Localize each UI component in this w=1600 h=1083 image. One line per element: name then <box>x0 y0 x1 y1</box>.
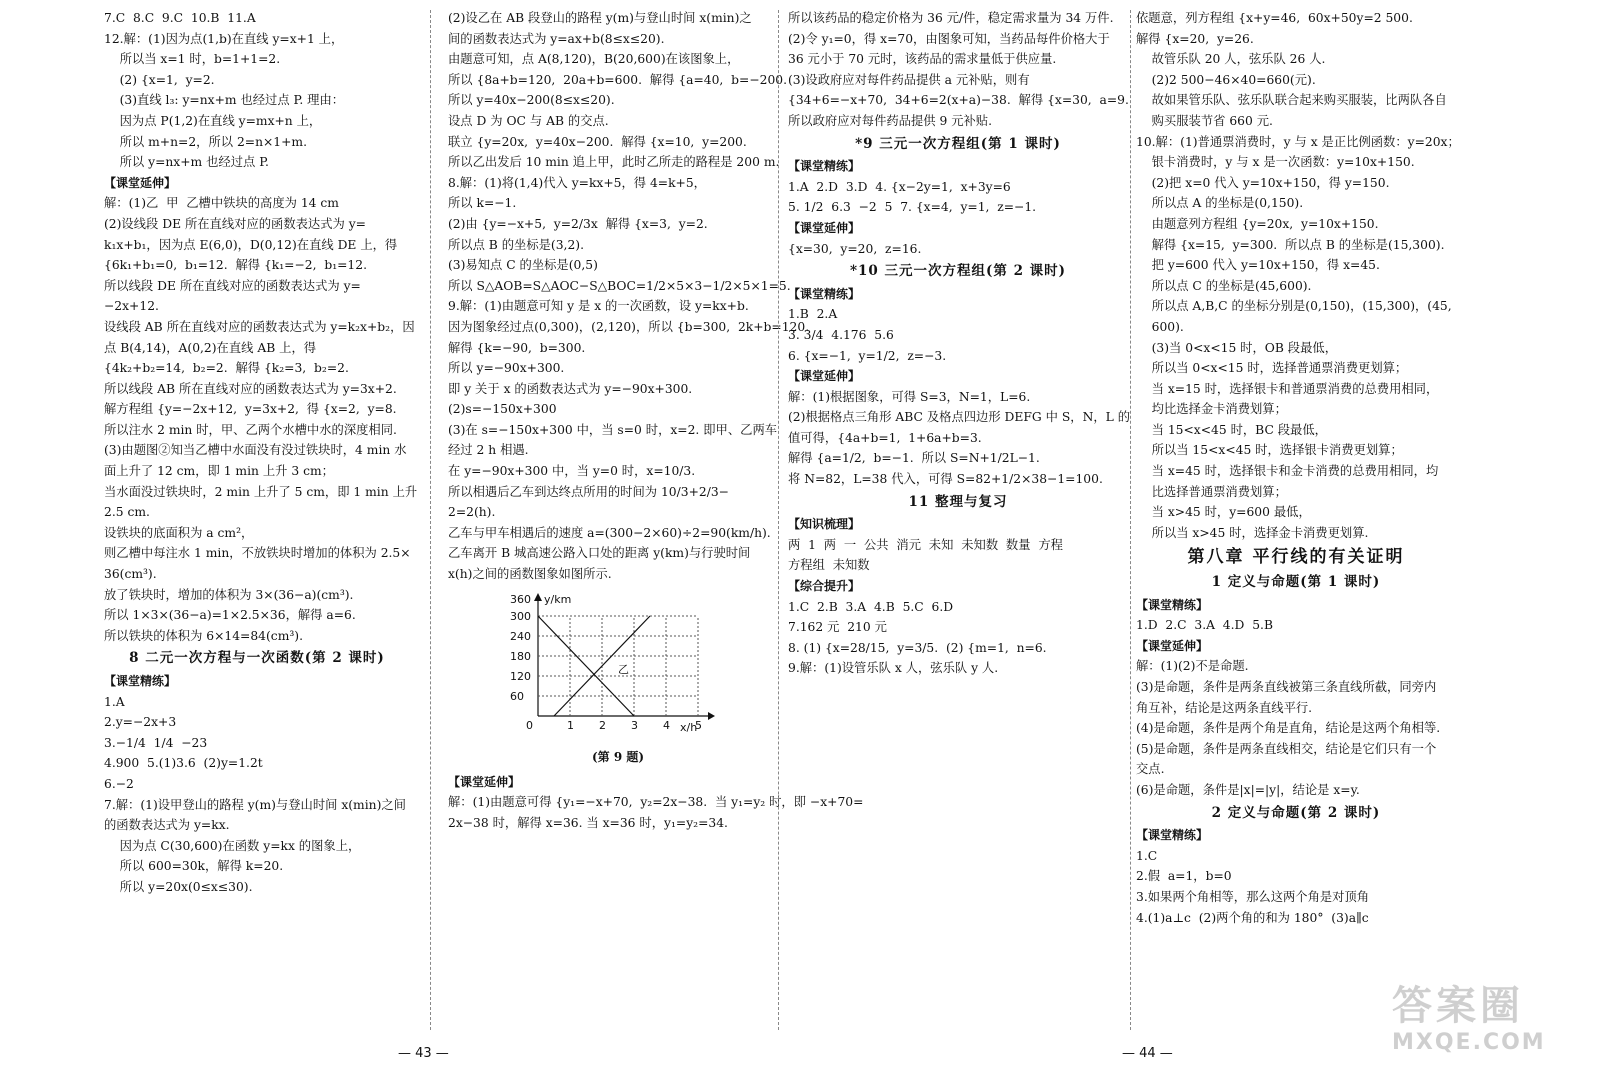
text-line: 当水面没过铁块时，2 min 上升了 5 cm，即 1 min 上升 <box>104 484 418 499</box>
text-line: 所以 m+n=2，所以 2=n×1+m. <box>104 134 307 149</box>
text-line: (2) {x=1, y=2. <box>104 72 215 87</box>
text-line: (3)由题图②知当乙槽中水面没有没过铁块时，4 min 水 <box>104 443 407 458</box>
text-line: (2)根据格点三角形 ABC 及格点四边形 DEFG 中 S，N，L 的 <box>788 410 1131 425</box>
text-line: 3.−1/4 1/4 −23 <box>104 735 208 750</box>
text-line: 所以 y=−90x+300. <box>448 361 565 376</box>
section-heading: *10 三元一次方程组(第 2 课时) <box>849 263 1067 280</box>
text-line: {x=30, y=20, z=16. <box>788 241 922 256</box>
text-line: 所以 {8a+b=120, 20a+b=600. 解得 {a=40, b=−200. <box>448 72 788 87</box>
page-number-right: — 44 — <box>1122 1046 1173 1061</box>
text-line: (3)设政府应对每件药品提供 a 元补贴，则有 <box>788 72 1030 87</box>
block-label: 【课堂延伸】 <box>788 369 861 384</box>
text-line: 所以线段 DE 所在直线对应的函数表达式为 y= <box>104 278 361 293</box>
text-line: 所以铁块的体积为 6×14=84(cm³). <box>104 628 303 643</box>
y-max-label: 360 <box>510 592 531 606</box>
text-line: 因为点 P(1,2)在直线 y=mx+n 上， <box>104 113 322 128</box>
text-line: 9.解：(1)设管乐队 x 人，弦乐队 y 人. <box>788 661 999 676</box>
text-line: 点 B(4,14)，A(0,2)在直线 AB 上，得 <box>104 340 317 355</box>
block-label: 【课堂延伸】 <box>104 175 177 190</box>
y-tick-label: 60 <box>510 689 524 703</box>
text-line: 面上升了 12 cm，即 1 min 上升 3 cm； <box>104 464 334 479</box>
block-label: 【课堂精练】 <box>788 159 861 174</box>
text-line: 所以 k=−1. <box>448 196 517 211</box>
text-line: 12.解：(1)因为点(1,b)在直线 y=x+1 上， <box>104 31 344 46</box>
watermark-text: 答案圈 <box>1392 983 1524 1029</box>
text-line: 8.解：(1)将(1,4)代入 y=kx+5，得 4=k+5， <box>448 175 706 190</box>
text-line: 2.假 a=1，b=0 <box>1136 869 1232 884</box>
text-line: 所以点 C 的坐标是(45,600). <box>1136 278 1312 293</box>
text-line: 设线段 AB 所在直线对应的函数表达式为 y=k₂x+b₂，因 <box>104 319 415 334</box>
section-heading: 11 整理与复习 <box>908 493 1008 510</box>
text-line: 所以相遇后乙车到达终点所用的时间为 10/3+2/3− <box>448 484 729 499</box>
text-line: 当 x>45 时，y=600 最低， <box>1136 505 1311 520</box>
text-line: 故如果管乐队、弦乐队联合起来购买服装，比两队各自 <box>1136 93 1447 108</box>
section-heading: 2 定义与命题(第 2 课时) <box>1211 804 1381 821</box>
text-line: x(h)之间的函数图象如图所示. <box>448 567 612 582</box>
text-line: 所以 600=30k，解得 k=20. <box>104 859 284 874</box>
x-tick-label: 1 <box>567 718 574 732</box>
text-line: 值可得，{4a+b=1, 1+6a+b=3. <box>788 430 982 445</box>
text-line: 1.B 2.A <box>788 307 838 322</box>
text-line: 所以当 x>45 时，选择金卡消费更划算. <box>1136 525 1369 540</box>
text-line: 解得 {x=20, y=26. <box>1136 31 1254 46</box>
text-line: 乙车离开 B 城高速公路入口处的距离 y(km)与行驶时间 <box>448 546 751 561</box>
text-line: 所以点 B 的坐标是(3,2). <box>448 237 584 252</box>
text-line: 经过 2 h 相遇. <box>448 443 529 458</box>
text-line: {34+6=−x+70, 34+6=2(x+a)−38. 解得 {x=30, a=9. <box>788 93 1129 108</box>
section-heading: 8 二元一次方程与一次函数(第 2 课时) <box>129 650 385 667</box>
x-axis-label: x/h <box>680 720 698 734</box>
text-line: (5)是命题，条件是两条直线相交，结论是它们只有一个 <box>1136 741 1437 756</box>
text-line: (3)在 s=−150x+300 中，当 s=0 时，x=2. 即甲、乙两车 <box>448 422 778 437</box>
text-line: 故管乐队 20 人，弦乐队 26 人. <box>1136 52 1326 67</box>
text-line: 1.A 2.D 3.D 4. {x−2y=1, x+3y=6 <box>788 179 1011 194</box>
page-gutter <box>778 10 779 1030</box>
text-line: 4.900 5.(1)3.6 (2)y=1.2t <box>104 756 263 771</box>
text-line: 所以 1×3×(36−a)=1×2.5×36，解得 a=6. <box>104 608 356 623</box>
graph-figure <box>508 591 768 768</box>
text-line: 交点. <box>1136 762 1165 777</box>
figure-caption: (第 9 题) <box>591 750 645 765</box>
text-line: (6)是命题，条件是|x|=|y|，结论是 x=y. <box>1136 782 1360 797</box>
text-line: 9.解：(1)由题意可知 y 是 x 的一次函数，设 y=kx+b. <box>448 299 749 314</box>
text-line: 解：(1)根据图象，可得 S=3，N=1，L=6. <box>788 389 1031 404</box>
text-line: (2)s=−150x+300 <box>448 402 557 417</box>
text-line: 解得 {a=1/2, b=−1. 所以 S=N+1/2L−1. <box>788 451 1040 466</box>
block-label: 【课堂精练】 <box>1136 828 1209 843</box>
y-tick-label: 300 <box>510 609 531 623</box>
y-tick-label: 240 <box>510 629 531 643</box>
text-line: 所以当 0<x<15 时，选择普通票消费更划算； <box>1136 361 1408 376</box>
x-tick-label: 5 <box>695 718 702 732</box>
text-line: (2)2 500−46×40=660(元). <box>1136 72 1316 87</box>
text-line: 5. 1/2 6.3 −2 5 7. {x=4, y=1, z=−1. <box>788 200 1037 215</box>
text-line: 在 y=−90x+300 中，当 y=0 时，x=10/3. <box>448 464 696 479</box>
text-line: 乙车与甲车相遇后的速度 a=(300−2×60)÷2=90(km/h). <box>448 525 771 540</box>
text-line: 600). <box>1136 319 1184 334</box>
text-line: (3)易知点 C 的坐标是(0,5) <box>448 258 598 273</box>
text-line: 角互补，结论是这两条直线平行. <box>1136 700 1313 715</box>
text-line: (2)令 y₁=0，得 x=70，由图象可知，当药品每件价格大于 <box>788 31 1110 46</box>
y-axis-label: y/km <box>544 592 572 606</box>
text-line: 1.A <box>104 694 125 709</box>
origin-label: 0 <box>526 718 533 732</box>
text-line: {4k₂+b₂=14, b₂=2. 解得 {k₂=3, b₂=2. <box>104 361 349 376</box>
chapter-heading: 第八章 平行线的有关证明 <box>1187 547 1405 568</box>
text-line: 把 y=600 代入 y=10x+150，得 x=45. <box>1136 258 1380 273</box>
text-line: 解：(1)(2)不是命题. <box>1136 659 1249 674</box>
text-line: 放了铁块时，增加的体积为 3×(36−a)(cm³). <box>104 587 354 602</box>
text-line: 8. (1) {x=28/15, y=3/5. (2) {m=1, n=6. <box>788 640 1047 655</box>
column-2-bottom <box>448 772 864 834</box>
text-line: (2)由 {y=−x+5, y=2/3x 解得 {x=3, y=2. <box>448 216 708 231</box>
text-line: 1.D 2.C 3.A 4.D 5.B <box>1136 618 1273 633</box>
block-label: 【知识梳理】 <box>788 517 861 532</box>
page-number-left: — 43 — <box>398 1046 449 1061</box>
text-line: 所以 y=40x−200(8≤x≤20). <box>448 93 615 108</box>
text-line: 所以乙出发后 10 min 追上甲，此时乙所走的路程是 200 m. <box>448 155 780 170</box>
text-line: 银卡消费时，y 与 x 是一次函数：y=10x+150. <box>1136 155 1415 170</box>
text-line: 7.162 元 210 元 <box>788 620 887 635</box>
text-line: 两 1 两 一 公共 消元 未知 未知数 数量 方程 <box>788 537 1063 552</box>
block-label: 【课堂精练】 <box>104 674 177 688</box>
text-line: 1.C <box>1136 848 1158 863</box>
watermark-logo <box>1392 982 1582 1074</box>
text-line: 的函数表达式为 y=kx. <box>104 818 230 833</box>
column-1 <box>104 8 418 1038</box>
text-line: (2)把 x=0 代入 y=10x+150，得 y=150. <box>1136 175 1390 190</box>
section-heading: 1 定义与命题(第 1 课时) <box>1211 574 1381 591</box>
text-line: 均比选择金卡消费划算； <box>1136 402 1287 417</box>
text-line: 则乙槽中每注水 1 min，不放铁块时增加的体积为 2.5× <box>104 546 411 561</box>
text-line: 6. {x=−1, y=1/2, z=−3. <box>788 348 947 363</box>
x-tick-label: 3 <box>631 718 638 732</box>
section-heading: *9 三元一次方程组(第 1 课时) <box>855 135 1061 152</box>
column-divider <box>1130 10 1131 1030</box>
text-line: (3)当 0<x<15 时，OB 段最低， <box>1136 340 1337 355</box>
text-line: 间的函数表达式为 y=ax+b(8≤x≤20). <box>448 31 665 46</box>
text-line: 依题意，列方程组 {x+y=46, 60x+50y=2 500. <box>1136 11 1413 25</box>
text-line: 1.C 2.B 3.A 4.B 5.C 6.D <box>788 599 954 614</box>
text-line: 联立 {y=20x, y=40x−200. 解得 {x=10, y=200. <box>448 134 747 149</box>
text-line: 解得 {k=−90, b=300. <box>448 340 586 355</box>
text-line: 解：(1)乙 甲 乙槽中铁块的高度为 14 cm <box>104 196 339 211</box>
text-line: 所以点 A,B,C 的坐标分别是(0,150)，(15,300)，(45, <box>1136 299 1452 314</box>
column-divider <box>430 10 431 1030</box>
text-line: 所以当 15<x<45 时，选择银卡消费更划算； <box>1136 443 1403 458</box>
x-tick-label: 2 <box>599 718 606 732</box>
text-line: 设点 D 为 OC 与 AB 的交点. <box>448 113 609 128</box>
x-tick-label: 4 <box>663 718 670 732</box>
text-line: 将 N=82，L=38 代入，可得 S=82+1/2×38−1=100. <box>788 472 1103 487</box>
distance-time-graph <box>508 591 718 741</box>
text-line: 因为点 C(30,600)在函数 y=kx 的图象上， <box>104 838 361 853</box>
text-line: 36 元小于 70 元时，该药品的需求量低于供应量. <box>788 52 1057 67</box>
block-label: 【课堂延伸】 <box>1136 638 1209 653</box>
text-line: (3)是命题，条件是两条直线被第三条直线所截，同旁内 <box>1136 680 1437 694</box>
text-line: 当 15<x<45 时，BC 段最低， <box>1136 422 1327 437</box>
text-line: 10.解：(1)普通票消费时，y 与 x 是正比例函数：y=20x； <box>1136 134 1460 149</box>
text-line: (2)设线段 DE 所在直线对应的函数表达式为 y= <box>104 216 366 231</box>
text-line: k₁x+b₁，因为点 E(6,0)，D(0,12)在直线 DE 上，得 <box>104 237 398 252</box>
block-label: 【课堂延伸】 <box>448 774 521 789</box>
text-line: 所以 y=20x(0≤x≤30). <box>104 879 253 894</box>
text-line: 所以 y=nx+m 也经过点 P. <box>104 155 269 170</box>
text-line: 购买服装节省 660 元. <box>1136 113 1273 128</box>
text-line: 因为图象经过点(0,300)，(2,120)，所以 {b=300, 2k+b=120. <box>448 319 810 334</box>
watermark-url: MXQE.COM <box>1392 1030 1546 1055</box>
text-line: 解得 {x=15, y=300. 所以点 B 的坐标是(15,300). <box>1136 237 1445 252</box>
block-label: 【课堂精练】 <box>1136 597 1209 612</box>
text-line: 即 y 关于 x 的函数表达式为 y=−90x+300. <box>448 381 693 396</box>
text-line: 所以点 A 的坐标是(0,150). <box>1136 196 1304 211</box>
text-line: 4.(1)a⊥c (2)两个角的和为 180° (3)a∥c <box>1136 910 1369 925</box>
block-label: 【课堂延伸】 <box>788 220 861 235</box>
text-line: 6.−2 <box>104 776 134 791</box>
text-line: 由题意列方程组 {y=20x, y=10x+150. <box>1136 216 1379 231</box>
block-label: 【综合提升】 <box>788 579 861 594</box>
text-line: 3. 3/4 4.176 5.6 <box>788 327 894 342</box>
y-tick-label: 120 <box>510 669 531 683</box>
text-line: 7.C 8.C 9.C 10.B 11.A <box>104 11 256 25</box>
text-line: 所以线段 AB 所在直线对应的函数表达式为 y=3x+2. <box>104 381 397 396</box>
text-line: 解方程组 {y=−2x+12, y=3x+2, 得 {x=2, y=8. <box>104 402 397 417</box>
text-line: 2.y=−2x+3 <box>104 715 177 730</box>
y-tick-label: 180 <box>510 649 531 663</box>
text-line: 由题意可知，点 A(8,120)，B(20,600)在该图象上， <box>448 52 740 67</box>
column-3 <box>788 8 1131 1038</box>
text-line: 36(cm³). <box>104 567 157 582</box>
series-label: 乙 <box>618 662 629 676</box>
text-line: 2=2(h). <box>448 505 496 520</box>
text-line: 3.如果两个角相等，那么这两个角是对顶角 <box>1136 889 1370 904</box>
text-line: 解：(1)由题意可得 {y₁=−x+70, y₂=2x−38. 当 y₁=y₂ 时，即 −x+70= <box>448 795 864 810</box>
text-line: 所以 S△AOB=S△AOC−S△BOC=1/2×5×3−1/2×5×1=5. <box>448 278 791 293</box>
text-line: 当 x=45 时，选择银卡和金卡消费的总费用相同，均 <box>1136 464 1439 479</box>
text-line: 所以该药品的稳定价格为 36 元/件，稳定需求量为 34 万件. <box>788 11 1114 25</box>
text-line: 所以当 x=1 时，b=1+1=2. <box>104 52 281 67</box>
block-label: 【课堂精练】 <box>788 286 861 301</box>
text-line: 所以政府应对每件药品提供 9 元补贴. <box>788 113 993 128</box>
text-line: 比选择普通票消费划算； <box>1136 484 1287 499</box>
text-line: 2x−38 时，解得 x=36. 当 x=36 时，y₁=y₂=34. <box>448 816 728 830</box>
text-line: 方程组 未知数 <box>788 558 870 573</box>
text-line: (2)设乙在 AB 段登山的路程 y(m)与登山时间 x(min)之 <box>448 11 752 25</box>
text-line: (4)是命题，条件是两个角是直角，结论是这两个角相等. <box>1136 721 1441 736</box>
column-2-top <box>448 8 810 585</box>
text-line: 2.5 cm. <box>104 505 150 520</box>
text-line: 7.解：(1)设甲登山的路程 y(m)与登山时间 x(min)之间 <box>104 797 406 812</box>
text-line: {6k₁+b₁=0, b₁=12. 解得 {k₁=−2, b₁=12. <box>104 258 367 273</box>
text-line: 设铁块的底面积为 a cm²， <box>104 525 254 540</box>
text-line: −2x+12. <box>104 299 159 314</box>
text-line: 当 x=15 时，选择银卡和普通票消费的总费用相同， <box>1136 381 1439 396</box>
text-line: (3)直线 l₃: y=nx+m 也经过点 P. 理由： <box>104 93 345 108</box>
text-line: 所以注水 2 min 时，甲、乙两个水槽中水的深度相同. <box>104 422 397 437</box>
